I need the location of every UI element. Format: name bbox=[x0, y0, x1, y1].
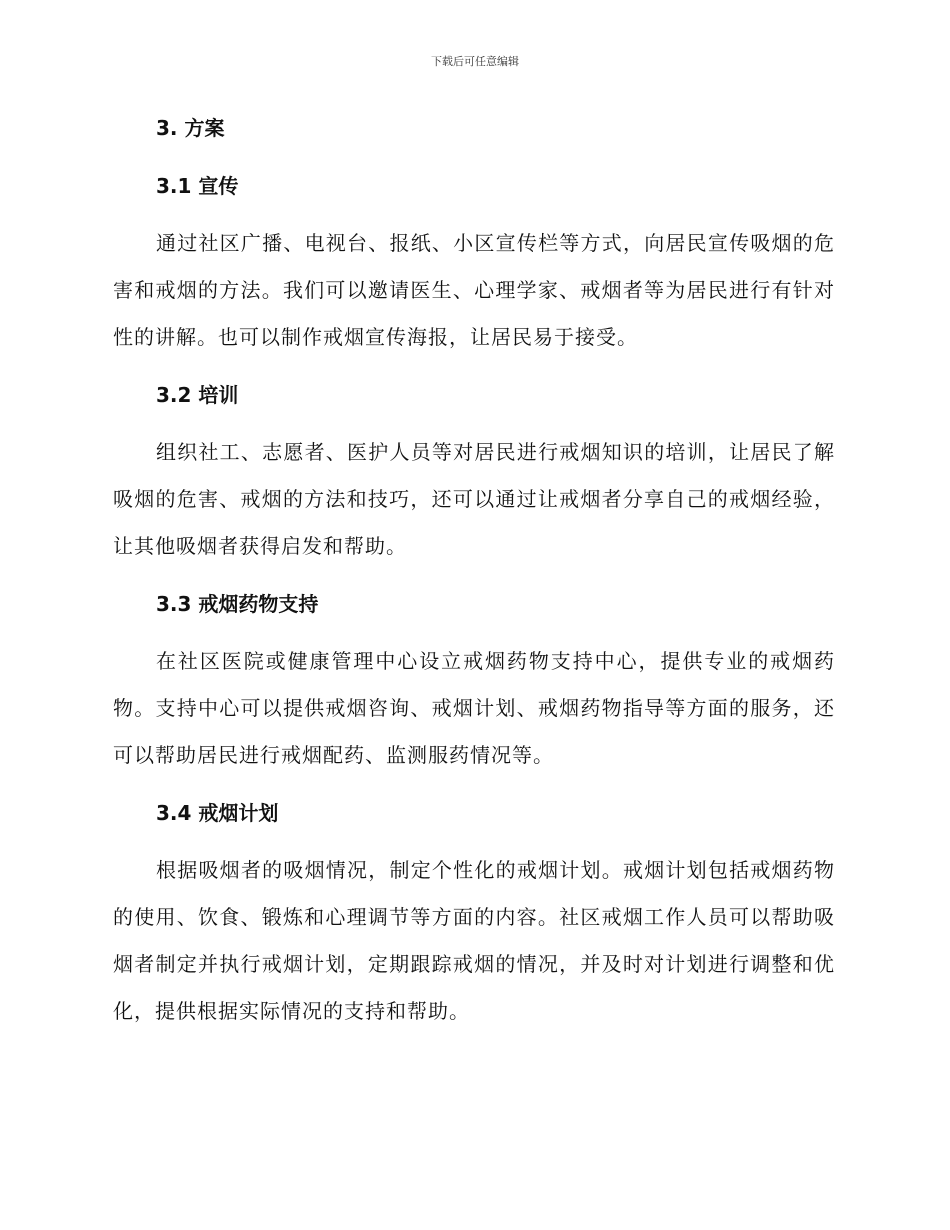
paragraph-publicity: 通过社区广播、电视台、报纸、小区宣传栏等方式，向居民宣传吸烟的危害和戒烟的方法。我们可以邀请医生、心理学家、戒烟者等为居民进行有针对性的讲解。也可以制作戒烟宣传海报，让居民易于接受。 bbox=[113, 231, 835, 349]
paragraph-quit-plan: 根据吸烟者的吸烟情况，制定个性化的戒烟计划。戒烟计划包括戒烟药物的使用、饮食、锻炼和心理调节等方面的内容。社区戒烟工作人员可以帮助吸烟者制定并执行戒烟计划，定期跟踪戒烟的情况，并及时对计划进行调整和优化，提供根据实际情况的支持和帮助。 bbox=[113, 858, 835, 1023]
paragraph-training: 组织社工、志愿者、医护人员等对居民进行戒烟知识的培训，让居民了解吸烟的危害、戒烟的方法和技巧，还可以通过让戒烟者分享自己的戒烟经验，让其他吸烟者获得启发和帮助。 bbox=[113, 440, 835, 558]
paragraph-medication-support: 在社区医院或健康管理中心设立戒烟药物支持中心，提供专业的戒烟药物。支持中心可以提供戒烟咨询、戒烟计划、戒烟药物指导等方面的服务，还可以帮助居民进行戒烟配药、监测服药情况等。 bbox=[113, 649, 835, 767]
page-header-watermark: 下载后可任意编辑 bbox=[431, 55, 519, 68]
section-title-quit-plan: 3.4 戒烟计划 bbox=[156, 801, 279, 825]
section-title-main: 3. 方案 bbox=[156, 116, 225, 140]
document-body bbox=[113, 108, 835, 1049]
section-title-medication-support: 3.3 戒烟药物支持 bbox=[156, 592, 319, 616]
section-title-training: 3.2 培训 bbox=[156, 383, 239, 407]
section-title-publicity: 3.1 宣传 bbox=[156, 174, 239, 198]
